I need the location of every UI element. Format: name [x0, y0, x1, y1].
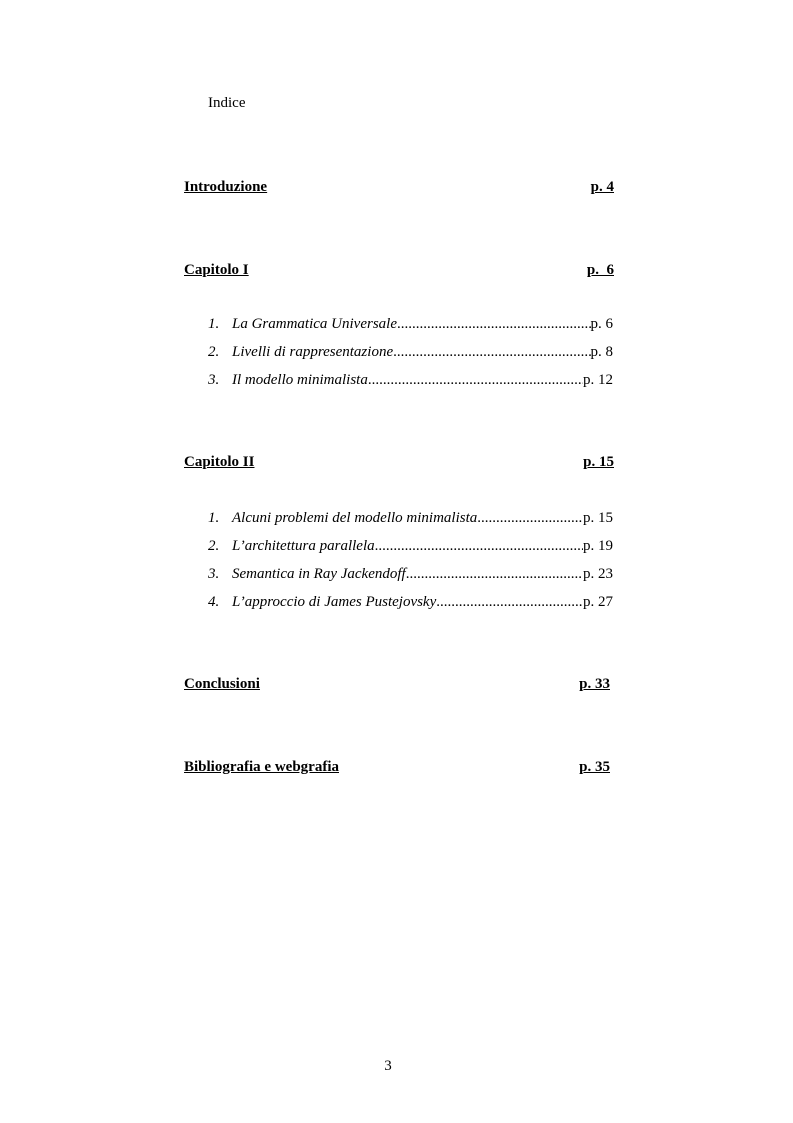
- entry-title: L’architettura parallela: [232, 538, 375, 554]
- section-page: p. 4: [590, 179, 614, 195]
- entry-title: Semantica in Ray Jackendoff: [232, 566, 406, 582]
- toc-entry[interactable]: [208, 314, 613, 342]
- chapter-2-entries: [208, 508, 613, 620]
- entry-page: p. 19: [583, 538, 613, 554]
- page-heading: Indice: [208, 95, 246, 111]
- entry-title: La Grammatica Universale: [232, 316, 397, 332]
- section-capitolo-2[interactable]: [184, 454, 614, 471]
- dot-leader: [393, 342, 590, 362]
- section-conclusioni[interactable]: [184, 676, 610, 693]
- toc-entry[interactable]: [208, 592, 613, 620]
- section-title: Bibliografia e webgrafia: [184, 759, 339, 775]
- section-page: p. 6: [586, 262, 614, 278]
- entry-page: p. 12: [583, 372, 613, 388]
- entry-title: Il modello minimalista: [232, 372, 368, 388]
- entry-title: Alcuni problemi del modello minimalista: [232, 510, 478, 526]
- section-bibliografia[interactable]: [184, 759, 610, 776]
- entry-page: p. 15: [583, 510, 613, 526]
- toc-entry[interactable]: [208, 536, 613, 564]
- dot-leader: [406, 564, 583, 584]
- entry-number: 1.: [208, 510, 220, 526]
- entry-page: p. 6: [590, 316, 613, 332]
- dot-leader: [436, 592, 583, 612]
- section-capitolo-1[interactable]: [184, 262, 614, 279]
- entry-page: p. 23: [583, 566, 613, 582]
- entry-title: Livelli di rappresentazione: [232, 344, 394, 360]
- page-number: 3: [384, 1058, 392, 1074]
- entry-number: 3.: [208, 566, 220, 582]
- entry-page: p. 27: [583, 594, 613, 610]
- chapter-1-entries: [208, 314, 613, 398]
- entry-title: L’approccio di James Pustejovsky: [232, 594, 437, 610]
- section-title: Introduzione: [184, 179, 268, 195]
- toc-entry[interactable]: [208, 508, 613, 536]
- section-introduzione[interactable]: [184, 179, 614, 196]
- entry-number: 3.: [208, 372, 220, 388]
- section-title: Capitolo II: [184, 454, 255, 470]
- section-page: p. 35: [579, 759, 610, 775]
- section-title: Capitolo I: [184, 262, 249, 278]
- section-page: p. 15: [583, 454, 614, 470]
- section-title: Conclusioni: [184, 676, 260, 692]
- entry-number: 2.: [208, 538, 220, 554]
- dot-leader: [368, 370, 583, 390]
- toc-entry[interactable]: [208, 342, 613, 370]
- entry-number: 4.: [208, 594, 220, 610]
- toc-entry[interactable]: [208, 564, 613, 592]
- dot-leader: [397, 314, 591, 334]
- section-page: p. 33: [579, 676, 610, 692]
- entry-page: p. 8: [590, 344, 613, 360]
- toc-entry[interactable]: [208, 370, 613, 398]
- dot-leader: [477, 508, 583, 528]
- dot-leader: [375, 536, 583, 556]
- entry-number: 1.: [208, 316, 220, 332]
- entry-number: 2.: [208, 344, 220, 360]
